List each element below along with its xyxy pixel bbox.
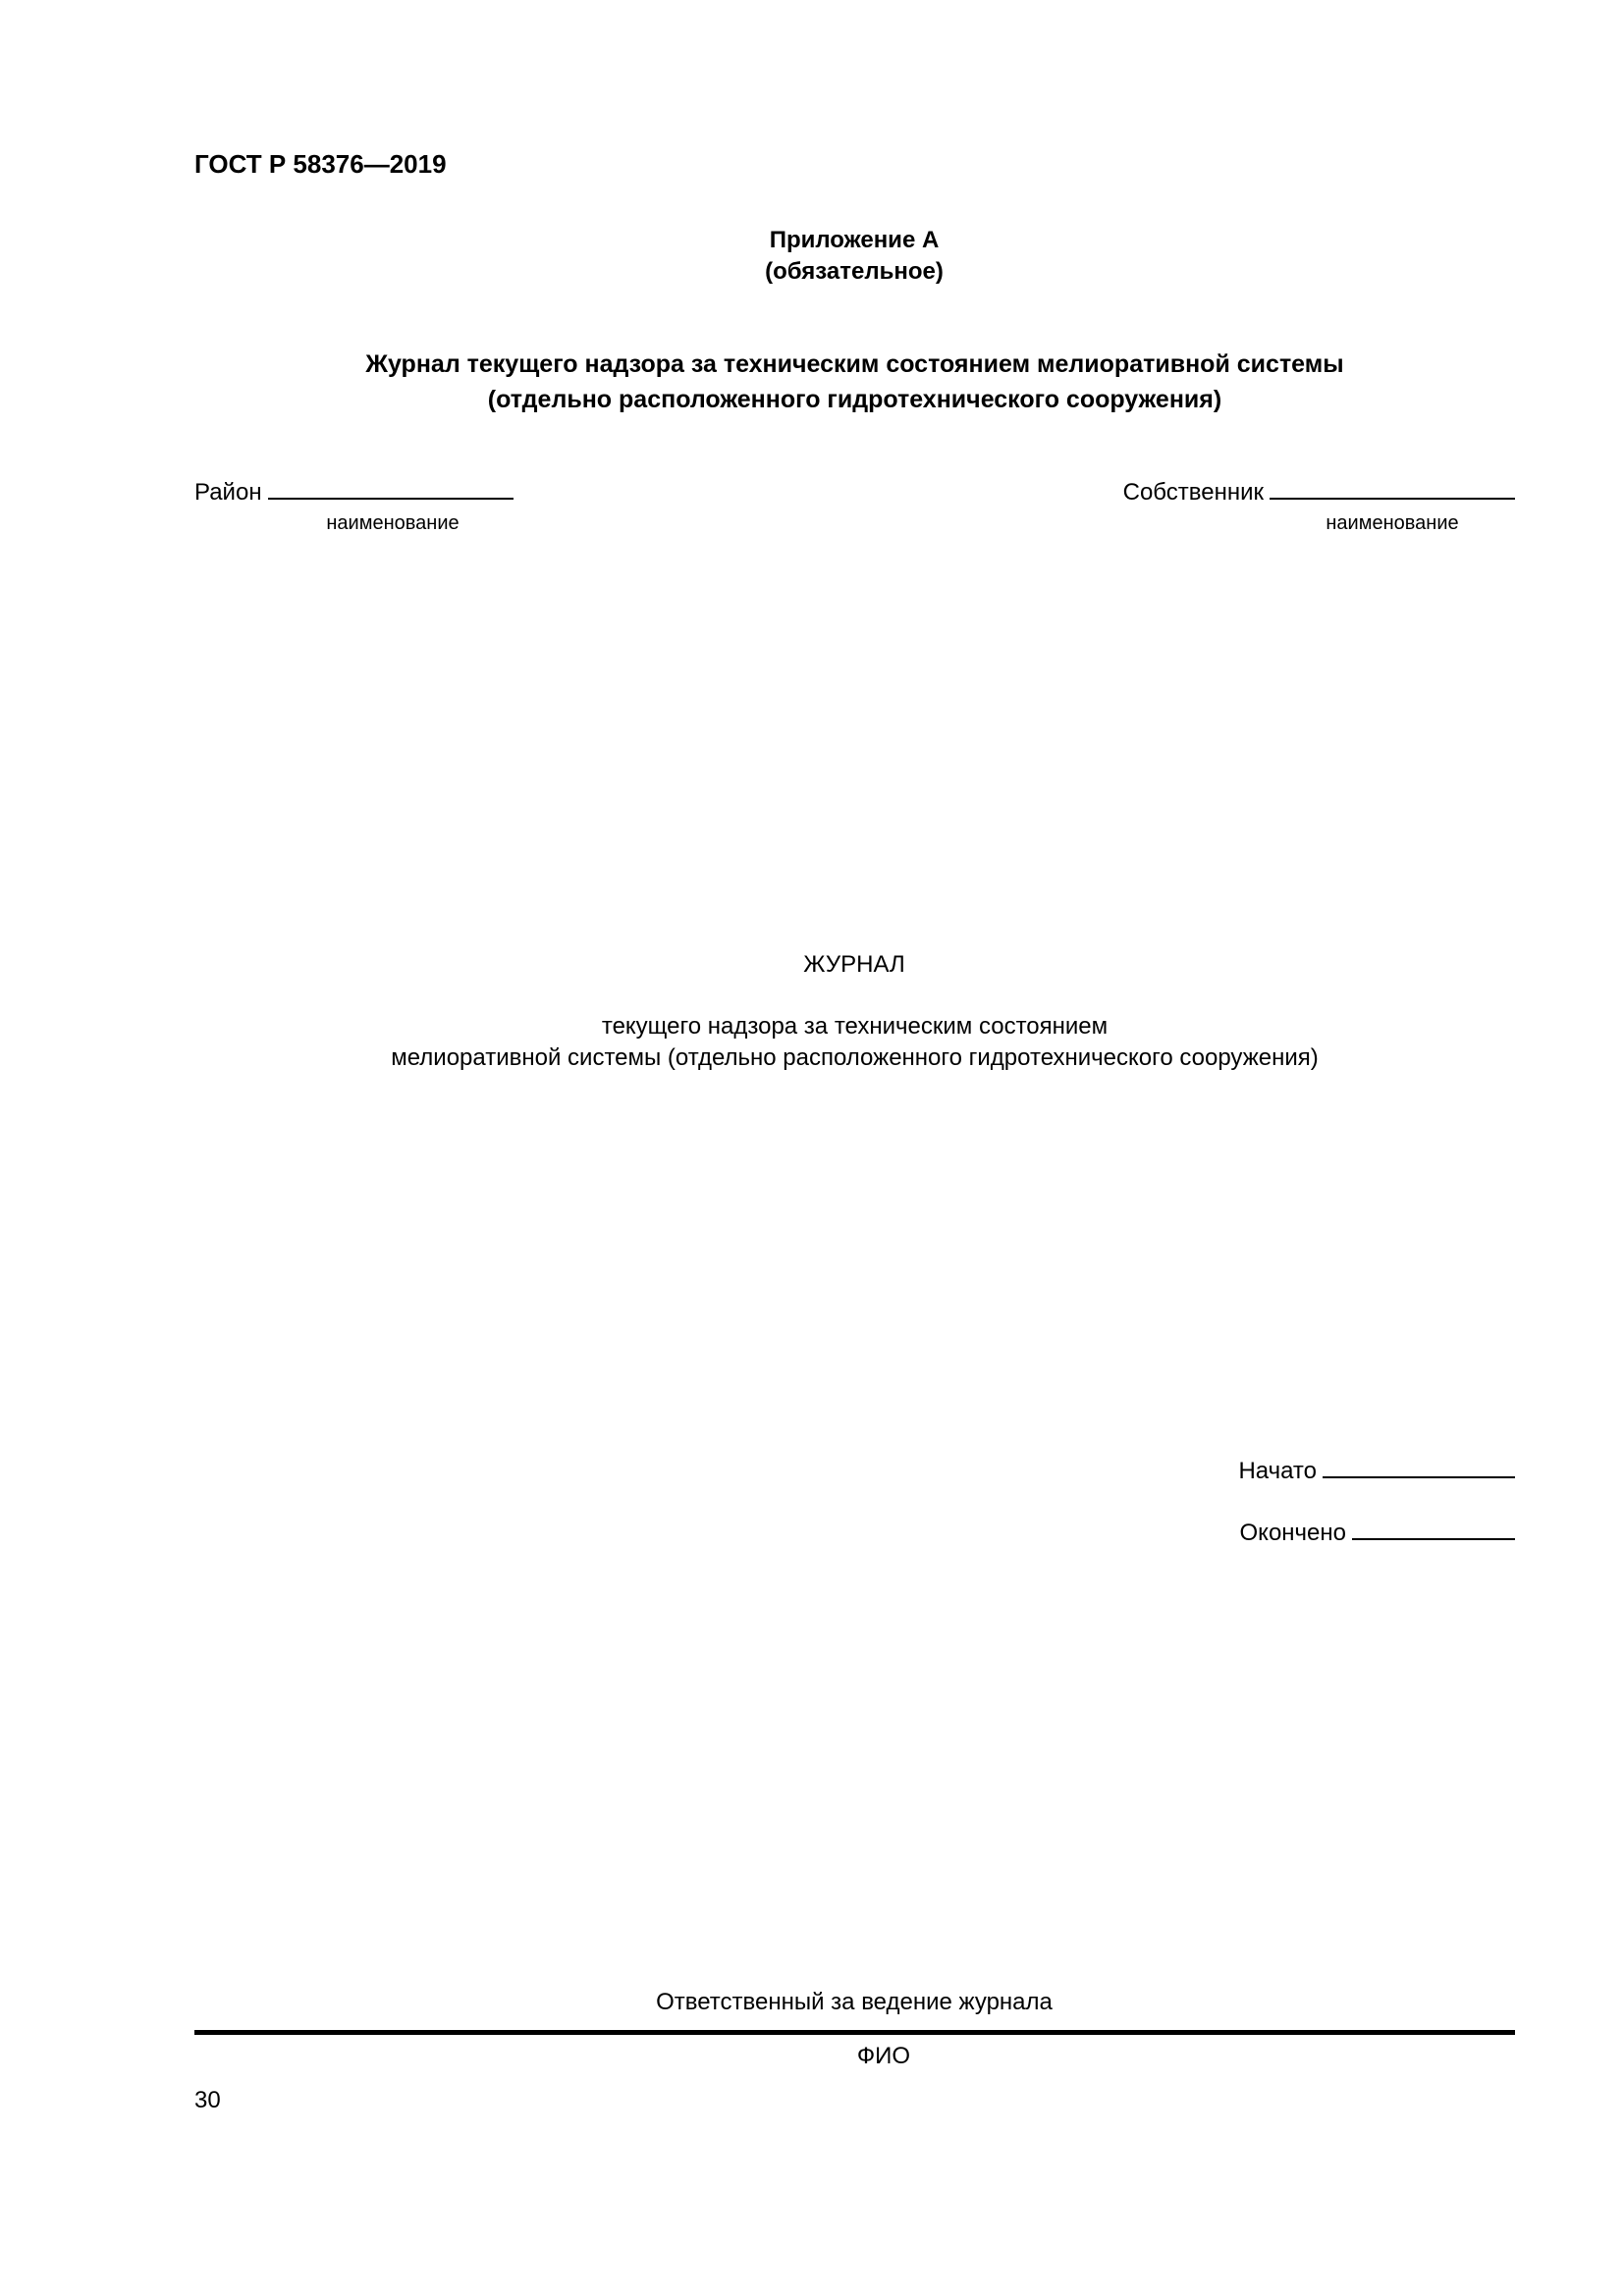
district-label: Район (194, 479, 262, 506)
started-field (1238, 1455, 1515, 1486)
page-number: 30 (194, 2087, 221, 2113)
appendix-status: (обязательное) (765, 258, 944, 285)
responsible-label: Ответственный за ведение журнала (656, 1989, 1053, 2015)
responsible-caption: ФИО (856, 2043, 911, 2069)
signature-line (194, 2030, 1515, 2035)
district-caption: наименование (326, 512, 460, 534)
cover-line1: текущего надзора за техническим состоянием (601, 1013, 1109, 1040)
cover-line2: мелиоративной системы (отдельно расположенного гидротехнического сооружения) (391, 1044, 1319, 1071)
district-field (194, 476, 514, 507)
district-blank-line (268, 476, 514, 500)
owner-label: Собственник (1122, 479, 1264, 506)
appendix-title: Приложение А (769, 227, 940, 253)
form-title-line2: (отдельно расположенного гидротехнического сооружения) (487, 386, 1222, 413)
finished-blank-line (1352, 1517, 1515, 1540)
finished-field (1240, 1517, 1516, 1548)
form-title-line1: Журнал текущего надзора за техническим состоянием мелиоративной системы (365, 350, 1344, 378)
owner-caption: наименование (1326, 512, 1459, 534)
started-label: Начато (1238, 1458, 1317, 1484)
cover-title: ЖУРНАЛ (803, 951, 905, 978)
standard-number: ГОСТ Р 58376—2019 (194, 149, 447, 179)
owner-field (1123, 476, 1515, 507)
owner-blank-line (1270, 476, 1515, 500)
started-blank-line (1323, 1455, 1515, 1478)
finished-label: Окончено (1239, 1520, 1346, 1546)
